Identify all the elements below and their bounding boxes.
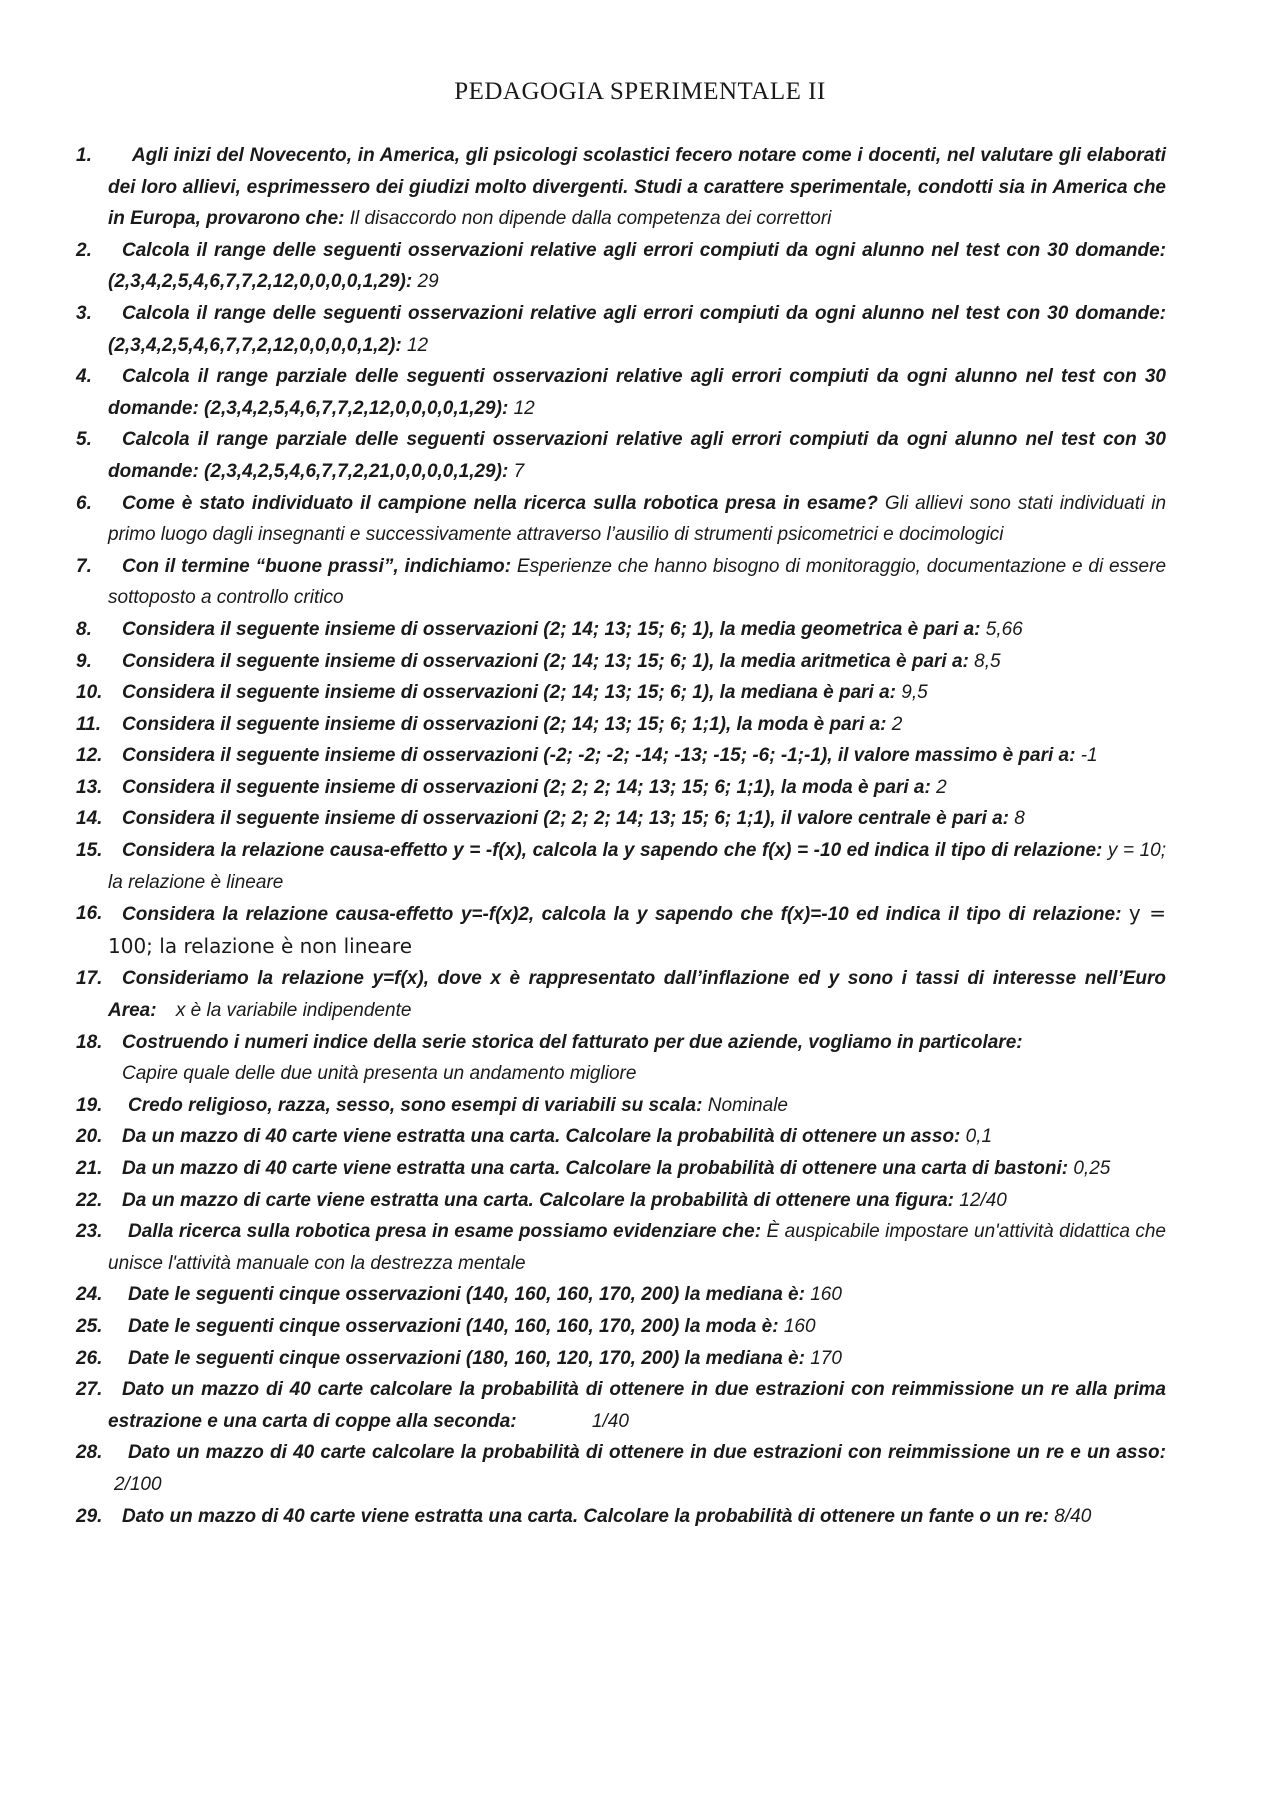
question-number: 16. <box>76 903 103 925</box>
question-item <box>76 614 1166 646</box>
question-number: 26. <box>76 1347 103 1369</box>
question-number: 28. <box>76 1442 103 1464</box>
question-item <box>76 772 1166 804</box>
question-text: Dato un mazzo di 40 carte viene estratta una carta. Calcolare la probabilità di ottenere un fante o un re: <box>122 1505 1050 1527</box>
question-item <box>76 677 1166 709</box>
question-text: Dalla ricerca sulla robotica presa in esame possiamo evidenziare che: <box>128 1221 762 1243</box>
question-answer: 12 <box>513 397 535 419</box>
question-answer: 12 <box>406 334 429 356</box>
question-text: Con il termine “buone prassi”, indichiamo: <box>122 555 512 577</box>
question-answer: 160 <box>810 1284 842 1306</box>
question-text: Consideriamo la relazione y=f(x), dove x è rappresentato dall’inflazione ed y sono i tassi di interesse nell’Euro Area: <box>108 968 1166 1022</box>
question-text: Dato un mazzo di 40 carte calcolare la probabilità di ottenere in due estrazioni con reimmissione un re e un asso: <box>128 1442 1166 1464</box>
question-item <box>76 1153 1166 1185</box>
question-item <box>76 963 1166 1026</box>
question-number: 11. <box>76 713 102 735</box>
question-answer: 170 <box>810 1347 842 1369</box>
question-text: Considera il seguente insieme di osservazioni (2; 14; 13; 15; 6; 1), la mediana è pari a: <box>122 682 896 704</box>
question-answer: x è la variabile indipendente <box>175 1000 412 1022</box>
question-number: 24. <box>76 1284 103 1306</box>
question-text: Calcola il range parziale delle seguenti osservazioni relative agli errori compiuti da ogni alunno nel test con 30 domande: (2,3,4,2,5,4,6,7,7,2,12,0,0,0,0,1,29): <box>108 366 1166 419</box>
question-answer: 2/100 <box>114 1473 162 1495</box>
question-number: 27. <box>76 1379 103 1401</box>
question-number: 19. <box>76 1094 103 1116</box>
question-answer: Gli allievi sono stati individuati in primo luogo dagli insegnanti e successivamente attraverso l’ausilio di strumenti psicometrici e docimologici <box>108 492 1167 546</box>
question-text: Calcola il range delle seguenti osservazioni relative agli errori compiuti da ogni alunno nel test con 30 domande: (2,3,4,2,5,4,6,7,7,2,12,0,0,0,0,1,29): <box>108 239 1166 293</box>
question-item <box>76 709 1166 741</box>
question-number: 9. <box>76 650 92 672</box>
question-text: Considera il seguente insieme di osservazioni (-2; -2; -2; -14; -13; -15; -6; -1;-1), il valore massimo è pari a: <box>122 745 1076 767</box>
question-item <box>76 1216 1166 1279</box>
page-title: PEDAGOGIA SPERIMENTALE II <box>454 78 826 105</box>
question-answer: 0,1 <box>965 1126 993 1148</box>
question-number: 6. <box>76 492 92 514</box>
question-answer: y = 100; la relazione è non lineare <box>108 901 1167 958</box>
question-text: Calcola il range parziale delle seguenti osservazioni relative agli errori compiuti da ogni alunno nel test con 30 domande: (2,3,4,2,5,4,6,7,7,2,21,0,0,0,0,1,29): <box>108 429 1166 482</box>
question-item <box>76 1185 1166 1217</box>
question-answer: y = 10; la relazione è lineare <box>108 840 1166 893</box>
question-number: 20. <box>76 1126 103 1148</box>
question-answer: 5,66 <box>985 618 1023 640</box>
question-number: 4. <box>76 366 92 388</box>
question-item <box>76 488 1166 551</box>
question-number: 21. <box>76 1158 103 1179</box>
question-item <box>76 1343 1166 1375</box>
question-answer: Esperienze che hanno bisogno di monitoraggio, documentazione e di essere sottoposto a controllo critico <box>108 555 1167 609</box>
question-answer: 160 <box>783 1315 816 1337</box>
question-text: Date le seguenti cinque osservazioni (180, 160, 120, 170, 200) la mediana è: <box>128 1347 805 1369</box>
question-item <box>76 1121 1166 1153</box>
question-number: 25. <box>76 1315 103 1337</box>
question-item <box>76 1374 1166 1437</box>
question-item <box>76 803 1166 835</box>
question-answer: -1 <box>1080 745 1098 767</box>
question-answer: Il disaccordo non dipende dalla competenza dei correttori <box>349 208 832 230</box>
question-answer: Nominale <box>707 1094 788 1116</box>
question-answer: 8 <box>1014 808 1025 830</box>
question-text: Costruendo i numeri indice della serie storica del fatturato per due aziende, vogliamo in particolare: <box>122 1031 1023 1053</box>
question-number: 14. <box>76 808 103 830</box>
question-item <box>76 1311 1166 1343</box>
question-text: Date le seguenti cinque osservazioni (140, 160, 160, 170, 200) la moda è: <box>128 1315 779 1337</box>
question-item <box>76 551 1166 614</box>
question-answer: 2 <box>891 713 903 735</box>
question-number: 23. <box>76 1221 103 1243</box>
question-item <box>76 424 1166 487</box>
question-text: Da un mazzo di 40 carte viene estratta una carta. Calcolare la probabilità di ottenere una carta di bastoni: <box>122 1158 1069 1179</box>
question-text: Considera il seguente insieme di osservazioni (2; 2; 2; 14; 13; 15; 6; 1;1), il valore centrale è pari a: <box>122 808 1009 830</box>
question-text: Calcola il range delle seguenti osservazioni relative agli errori compiuti da ogni alunno nel test con 30 domande: (2,3,4,2,5,4,6,7,7,2,12,0,0,0,0,1,2): <box>108 302 1166 356</box>
question-item <box>76 1501 1166 1533</box>
question-item <box>76 361 1166 424</box>
question-answer: 7 <box>513 460 525 482</box>
question-text: Considera il seguente insieme di osservazioni (2; 14; 13; 15; 6; 1), la media geometrica è pari a: <box>122 618 981 640</box>
question-number: 13. <box>76 776 103 798</box>
question-item <box>76 140 1166 235</box>
question-number: 7. <box>76 555 92 577</box>
question-text: Considera il seguente insieme di osservazioni (2; 14; 13; 15; 6; 1), la media aritmetica è pari a: <box>122 650 969 672</box>
question-answer: 0,25 <box>1073 1158 1111 1179</box>
question-list <box>76 140 1166 1532</box>
question-answer: 12/40 <box>959 1189 1007 1211</box>
question-number: 18. <box>76 1031 103 1053</box>
question-number: 17. <box>76 968 103 990</box>
question-text: Da un mazzo di 40 carte viene estratta una carta. Calcolare la probabilità di ottenere un asso: <box>122 1126 961 1148</box>
question-item <box>76 898 1166 963</box>
question-text: Considera il seguente insieme di osservazioni (2; 14; 13; 15; 6; 1;1), la moda è pari a: <box>122 713 887 735</box>
question-item <box>76 1437 1166 1500</box>
question-answer: 29 <box>417 271 439 293</box>
question-item <box>76 646 1166 678</box>
question-number: 12. <box>76 745 103 767</box>
question-text: Credo religioso, razza, sesso, sono esempi di variabili su scala: <box>128 1094 703 1116</box>
question-text: Considera la relazione causa-effetto y=-f(x)2, calcola la y sapendo che f(x)=-10 ed indica il tipo di relazione: <box>122 904 1122 926</box>
question-answer: 1/40 <box>591 1410 629 1432</box>
question-text: Date le seguenti cinque osservazioni (140, 160, 160, 170, 200) la mediana è: <box>128 1284 805 1306</box>
question-text: Agli inizi del Novecento, in America, gli psicologi scolastici fecero notare come i docenti, nel valutare gli elaborati dei loro allievi, esprimessero dei giudizi molto divergenti. Studi a carattere sperimentale, condotti sia in America che in Europa, provarono che: <box>108 145 1166 230</box>
question-number: 1. <box>76 145 92 166</box>
question-text: Come è stato individuato il campione nella ricerca sulla robotica presa in esame? <box>122 492 878 514</box>
question-answer: 2 <box>936 776 947 798</box>
question-number: 29. <box>76 1505 103 1527</box>
question-item <box>76 298 1166 361</box>
question-answer: È auspicabile impostare un'attività didattica che unisce l'attività manuale con la destrezza mentale <box>108 1221 1166 1274</box>
question-item <box>76 740 1166 772</box>
question-text: Da un mazzo di carte viene estratta una carta. Calcolare la probabilità di ottenere una figura: <box>122 1189 955 1211</box>
question-number: 3. <box>76 302 92 324</box>
question-number: 5. <box>76 429 92 451</box>
question-text: Considera il seguente insieme di osservazioni (2; 2; 2; 14; 13; 15; 6; 1;1), la moda è pari a: <box>122 776 931 798</box>
question-answer: 9,5 <box>901 682 928 704</box>
question-number: 22. <box>76 1189 103 1211</box>
question-number: 10. <box>76 682 103 704</box>
question-answer: 8,5 <box>974 650 1001 672</box>
question-number: 8. <box>76 618 92 640</box>
question-answer: Capire quale delle due unità presenta un andamento migliore <box>122 1063 637 1085</box>
question-number: 15. <box>76 840 103 862</box>
question-item <box>76 1279 1166 1311</box>
question-item <box>76 235 1166 298</box>
question-answer: 8/40 <box>1054 1505 1092 1527</box>
question-item <box>76 1027 1166 1090</box>
question-text: Considera la relazione causa-effetto y = -f(x), calcola la y sapendo che f(x) = -10 ed indica il tipo di relazione: <box>122 840 1103 862</box>
question-text: Dato un mazzo di 40 carte calcolare la probabilità di ottenere in due estrazioni con reimmissione un re alla prima estrazione e una carta di coppe alla seconda: <box>108 1379 1166 1432</box>
question-number: 2. <box>76 239 92 261</box>
question-item <box>76 1090 1166 1122</box>
question-item <box>76 835 1166 898</box>
